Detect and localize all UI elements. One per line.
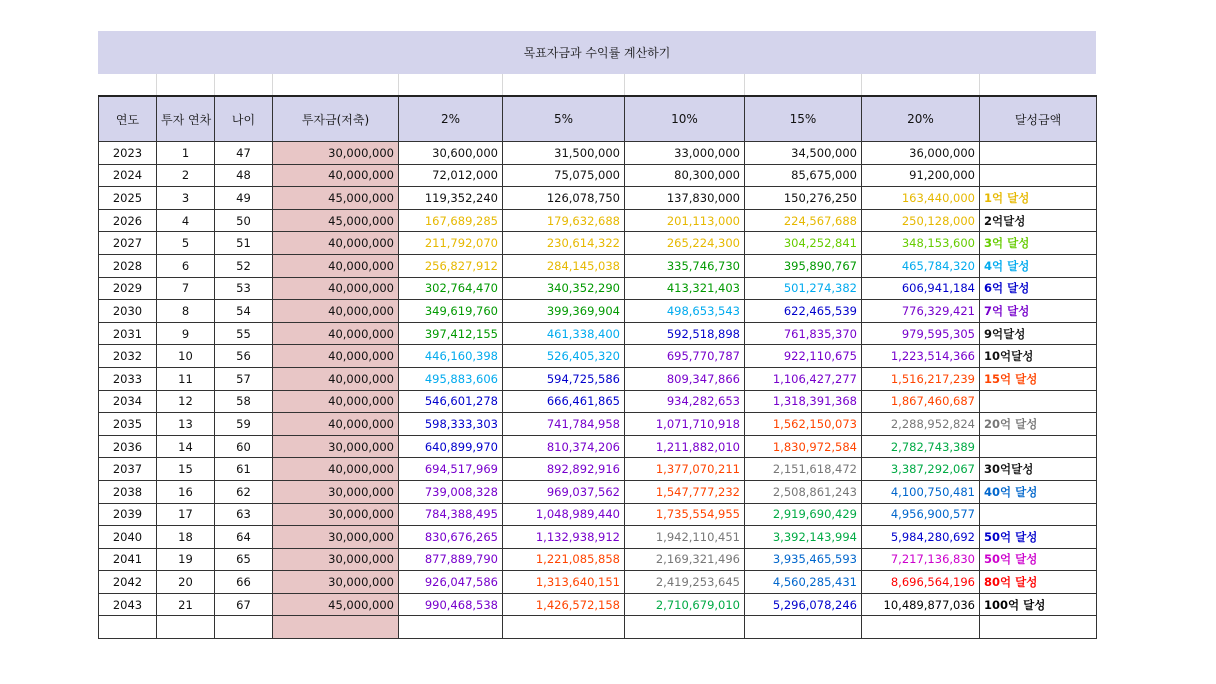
cell-investment[interactable]: 40,000,000 — [273, 390, 399, 413]
cell-age[interactable]: 61 — [215, 458, 273, 481]
cell-year[interactable]: 2025 — [99, 187, 157, 210]
cell-rate-15[interactable]: 224,567,688 — [745, 209, 862, 232]
cell-achievement[interactable]: 9억달성 — [980, 322, 1097, 345]
cell-year[interactable]: 2031 — [99, 322, 157, 345]
cell-year[interactable]: 2038 — [99, 480, 157, 503]
cell-rate-10[interactable]: 2,419,253,645 — [625, 571, 745, 594]
cell-rate-20[interactable]: 163,440,000 — [862, 187, 980, 210]
cell-rate-10[interactable]: 265,224,300 — [625, 232, 745, 255]
header-age: 나이 — [215, 96, 273, 142]
cell-achievement[interactable]: 15억 달성 — [980, 367, 1097, 390]
cell-age[interactable]: 56 — [215, 345, 273, 368]
cell-rate-5[interactable]: 594,725,586 — [503, 367, 625, 390]
cell-rate-15[interactable]: 395,890,767 — [745, 254, 862, 277]
cell-rate-20[interactable]: 10,489,877,036 — [862, 593, 980, 616]
table-row — [99, 503, 1097, 526]
cell-rate-10[interactable]: 1,942,110,451 — [625, 526, 745, 549]
cell-achievement[interactable]: 50억 달성 — [980, 526, 1097, 549]
cell-year[interactable]: 2041 — [99, 548, 157, 571]
cell-achievement[interactable]: 20억 달성 — [980, 413, 1097, 436]
table-row — [99, 164, 1097, 187]
empty-cell[interactable] — [99, 616, 157, 639]
cell-rate-5[interactable]: 969,037,562 — [503, 480, 625, 503]
cell-investment[interactable]: 40,000,000 — [273, 345, 399, 368]
header-invest-year: 투자 연차 — [157, 96, 215, 142]
cell-age[interactable]: 65 — [215, 548, 273, 571]
cell-year[interactable]: 2023 — [99, 142, 157, 165]
cell-age[interactable]: 64 — [215, 526, 273, 549]
cell-investment[interactable]: 30,000,000 — [273, 571, 399, 594]
cell-achievement[interactable]: 2억달성 — [980, 209, 1097, 232]
cell-rate-15[interactable]: 5,296,078,246 — [745, 593, 862, 616]
cell-rate-5[interactable]: 892,892,916 — [503, 458, 625, 481]
cell-achievement[interactable] — [980, 503, 1097, 526]
cell-rate-20[interactable]: 4,100,750,481 — [862, 480, 980, 503]
cell-rate-10[interactable]: 33,000,000 — [625, 142, 745, 165]
sheet-title: 목표자금과 수익률 계산하기 — [98, 31, 1096, 74]
cell-investment[interactable]: 30,000,000 — [273, 548, 399, 571]
cell-year[interactable]: 2026 — [99, 209, 157, 232]
cell-rate-2[interactable]: 640,899,970 — [399, 435, 503, 458]
cell-rate-10[interactable]: 413,321,403 — [625, 277, 745, 300]
cell-rate-10[interactable]: 592,518,898 — [625, 322, 745, 345]
cell-rate-20[interactable]: 5,984,280,692 — [862, 526, 980, 549]
cell-rate-20[interactable]: 2,288,952,824 — [862, 413, 980, 436]
cell-rate-10[interactable]: 2,169,321,496 — [625, 548, 745, 571]
cell-invest-year[interactable]: 12 — [157, 390, 215, 413]
cell-achievement[interactable] — [980, 435, 1097, 458]
spreadsheet — [98, 31, 1096, 639]
table-row — [99, 209, 1097, 232]
cell-year[interactable]: 2034 — [99, 390, 157, 413]
cell-rate-10[interactable]: 137,830,000 — [625, 187, 745, 210]
cell-rate-10[interactable]: 80,300,000 — [625, 164, 745, 187]
cell-year[interactable]: 2042 — [99, 571, 157, 594]
cell-invest-year[interactable]: 16 — [157, 480, 215, 503]
cell-rate-15[interactable]: 501,274,382 — [745, 277, 862, 300]
empty-cell[interactable] — [980, 616, 1097, 639]
cell-investment[interactable]: 30,000,000 — [273, 503, 399, 526]
cell-achievement[interactable]: 50억 달성 — [980, 548, 1097, 571]
cell-age[interactable]: 52 — [215, 254, 273, 277]
cell-year[interactable]: 2033 — [99, 367, 157, 390]
cell-achievement[interactable] — [980, 164, 1097, 187]
table-row — [99, 480, 1097, 503]
cell-investment[interactable]: 30,000,000 — [273, 480, 399, 503]
cell-invest-year[interactable]: 9 — [157, 322, 215, 345]
cell-rate-10[interactable]: 809,347,866 — [625, 367, 745, 390]
cell-rate-5[interactable]: 126,078,750 — [503, 187, 625, 210]
cell-rate-20[interactable]: 36,000,000 — [862, 142, 980, 165]
cell-rate-2[interactable]: 739,008,328 — [399, 480, 503, 503]
cell-achievement[interactable]: 30억달성 — [980, 458, 1097, 481]
cell-age[interactable]: 60 — [215, 435, 273, 458]
cell-invest-year[interactable]: 4 — [157, 209, 215, 232]
cell-rate-5[interactable]: 1,426,572,158 — [503, 593, 625, 616]
cell-rate-20[interactable]: 1,516,217,239 — [862, 367, 980, 390]
header-rate-2: 2% — [399, 96, 503, 142]
cell-rate-20[interactable]: 979,595,305 — [862, 322, 980, 345]
cell-rate-2[interactable]: 830,676,265 — [399, 526, 503, 549]
cell-rate-20[interactable]: 4,956,900,577 — [862, 503, 980, 526]
cell-rate-2[interactable]: 784,388,495 — [399, 503, 503, 526]
cell-rate-20[interactable]: 1,223,514,366 — [862, 345, 980, 368]
cell-year[interactable]: 2037 — [99, 458, 157, 481]
table-row — [99, 548, 1097, 571]
table-row — [99, 526, 1097, 549]
cell-rate-15[interactable]: 150,276,250 — [745, 187, 862, 210]
cell-rate-2[interactable]: 119,352,240 — [399, 187, 503, 210]
cell-rate-10[interactable]: 201,113,000 — [625, 209, 745, 232]
cell-rate-20[interactable]: 8,696,564,196 — [862, 571, 980, 594]
cell-achievement[interactable]: 80억 달성 — [980, 571, 1097, 594]
empty-cell[interactable] — [157, 616, 215, 639]
cell-age[interactable]: 47 — [215, 142, 273, 165]
cell-age[interactable]: 49 — [215, 187, 273, 210]
cell-rate-15[interactable]: 2,508,861,243 — [745, 480, 862, 503]
cell-invest-year[interactable]: 11 — [157, 367, 215, 390]
header-rate-5: 5% — [503, 96, 625, 142]
cell-rate-5[interactable]: 340,352,290 — [503, 277, 625, 300]
table-row — [99, 322, 1097, 345]
cell-invest-year[interactable]: 6 — [157, 254, 215, 277]
header-year: 연도 — [99, 96, 157, 142]
cell-achievement[interactable]: 100억 달성 — [980, 593, 1097, 616]
cell-rate-10[interactable]: 1,735,554,955 — [625, 503, 745, 526]
cell-rate-5[interactable]: 1,132,938,912 — [503, 526, 625, 549]
cell-rate-15[interactable]: 1,562,150,073 — [745, 413, 862, 436]
cell-age[interactable]: 51 — [215, 232, 273, 255]
cell-rate-2[interactable]: 397,412,155 — [399, 322, 503, 345]
cell-invest-year[interactable]: 14 — [157, 435, 215, 458]
cell-rate-20[interactable]: 776,329,421 — [862, 300, 980, 323]
cell-year[interactable]: 2024 — [99, 164, 157, 187]
cell-invest-year[interactable]: 3 — [157, 187, 215, 210]
cell-age[interactable]: 66 — [215, 571, 273, 594]
cell-investment[interactable]: 30,000,000 — [273, 435, 399, 458]
header-achievement: 달성금액 — [980, 96, 1097, 142]
table-row — [99, 300, 1097, 323]
cell-investment[interactable]: 30,000,000 — [273, 526, 399, 549]
cell-rate-10[interactable]: 335,746,730 — [625, 254, 745, 277]
cell-investment[interactable]: 40,000,000 — [273, 458, 399, 481]
cell-age[interactable]: 67 — [215, 593, 273, 616]
cell-rate-2[interactable]: 167,689,285 — [399, 209, 503, 232]
cell-age[interactable]: 57 — [215, 367, 273, 390]
cell-year[interactable]: 2028 — [99, 254, 157, 277]
cell-achievement[interactable] — [980, 390, 1097, 413]
cell-investment[interactable]: 40,000,000 — [273, 232, 399, 255]
cell-rate-2[interactable]: 446,160,398 — [399, 345, 503, 368]
empty-cell[interactable] — [399, 616, 503, 639]
table-row — [99, 277, 1097, 300]
cell-rate-15[interactable]: 2,919,690,429 — [745, 503, 862, 526]
cell-year[interactable]: 2039 — [99, 503, 157, 526]
table-row — [99, 142, 1097, 165]
cell-rate-5[interactable]: 31,500,000 — [503, 142, 625, 165]
cell-rate-15[interactable]: 85,675,000 — [745, 164, 862, 187]
cell-invest-year[interactable]: 20 — [157, 571, 215, 594]
cell-rate-2[interactable]: 302,764,470 — [399, 277, 503, 300]
cell-investment[interactable]: 45,000,000 — [273, 187, 399, 210]
header-row — [99, 96, 1097, 142]
cell-rate-20[interactable]: 606,941,184 — [862, 277, 980, 300]
cell-rate-2[interactable]: 30,600,000 — [399, 142, 503, 165]
cell-rate-2[interactable]: 72,012,000 — [399, 164, 503, 187]
cell-invest-year[interactable]: 17 — [157, 503, 215, 526]
cell-age[interactable]: 62 — [215, 480, 273, 503]
empty-cell[interactable] — [625, 616, 745, 639]
empty-cell[interactable] — [503, 616, 625, 639]
cell-age[interactable]: 63 — [215, 503, 273, 526]
cell-achievement[interactable]: 40억 달성 — [980, 480, 1097, 503]
cell-rate-2[interactable]: 990,468,538 — [399, 593, 503, 616]
cell-rate-10[interactable]: 934,282,653 — [625, 390, 745, 413]
cell-year[interactable]: 2040 — [99, 526, 157, 549]
cell-year[interactable]: 2035 — [99, 413, 157, 436]
header-rate-15: 15% — [745, 96, 862, 142]
cell-age[interactable]: 58 — [215, 390, 273, 413]
cell-rate-2[interactable]: 349,619,760 — [399, 300, 503, 323]
cell-rate-2[interactable]: 256,827,912 — [399, 254, 503, 277]
cell-rate-15[interactable]: 1,318,391,368 — [745, 390, 862, 413]
table-row — [99, 458, 1097, 481]
cell-rate-2[interactable]: 211,792,070 — [399, 232, 503, 255]
cell-rate-5[interactable]: 1,221,085,858 — [503, 548, 625, 571]
cell-rate-5[interactable]: 75,075,000 — [503, 164, 625, 187]
cell-year[interactable]: 2030 — [99, 300, 157, 323]
table-row — [99, 413, 1097, 436]
table-row — [99, 232, 1097, 255]
cell-invest-year[interactable]: 2 — [157, 164, 215, 187]
cell-achievement[interactable] — [980, 142, 1097, 165]
cell-rate-5[interactable]: 526,405,320 — [503, 345, 625, 368]
cell-age[interactable]: 54 — [215, 300, 273, 323]
cell-invest-year[interactable]: 18 — [157, 526, 215, 549]
cell-rate-2[interactable]: 694,517,969 — [399, 458, 503, 481]
cell-invest-year[interactable]: 13 — [157, 413, 215, 436]
cell-invest-year[interactable]: 10 — [157, 345, 215, 368]
cell-invest-year[interactable]: 7 — [157, 277, 215, 300]
cell-investment[interactable]: 40,000,000 — [273, 413, 399, 436]
cell-rate-5[interactable]: 1,048,989,440 — [503, 503, 625, 526]
cell-rate-5[interactable]: 810,374,206 — [503, 435, 625, 458]
cell-rate-20[interactable]: 250,128,000 — [862, 209, 980, 232]
cell-rate-5[interactable]: 741,784,958 — [503, 413, 625, 436]
cell-invest-year[interactable]: 5 — [157, 232, 215, 255]
cell-rate-10[interactable]: 695,770,787 — [625, 345, 745, 368]
cell-rate-20[interactable]: 465,784,320 — [862, 254, 980, 277]
cell-achievement[interactable]: 3억 달성 — [980, 232, 1097, 255]
spacer-row — [99, 74, 1097, 96]
cell-rate-15[interactable]: 4,560,285,431 — [745, 571, 862, 594]
cell-rate-2[interactable]: 926,047,586 — [399, 571, 503, 594]
empty-cell[interactable] — [862, 616, 980, 639]
cell-achievement[interactable]: 1억 달성 — [980, 187, 1097, 210]
cell-year[interactable]: 2027 — [99, 232, 157, 255]
cell-investment[interactable]: 40,000,000 — [273, 300, 399, 323]
cell-age[interactable]: 48 — [215, 164, 273, 187]
cell-year[interactable]: 2029 — [99, 277, 157, 300]
cell-rate-5[interactable]: 284,145,038 — [503, 254, 625, 277]
cell-investment[interactable]: 30,000,000 — [273, 142, 399, 165]
cell-investment[interactable]: 45,000,000 — [273, 593, 399, 616]
cell-investment[interactable]: 45,000,000 — [273, 209, 399, 232]
cell-rate-15[interactable]: 761,835,370 — [745, 322, 862, 345]
cell-achievement[interactable]: 7억 달성 — [980, 300, 1097, 323]
cell-year[interactable]: 2036 — [99, 435, 157, 458]
cell-rate-2[interactable]: 877,889,790 — [399, 548, 503, 571]
table-row — [99, 390, 1097, 413]
cell-age[interactable]: 59 — [215, 413, 273, 436]
cell-rate-10[interactable]: 498,653,543 — [625, 300, 745, 323]
empty-cell[interactable] — [273, 616, 399, 639]
cell-rate-2[interactable]: 546,601,278 — [399, 390, 503, 413]
cell-age[interactable]: 55 — [215, 322, 273, 345]
table-row — [99, 435, 1097, 458]
cell-rate-20[interactable]: 1,867,460,687 — [862, 390, 980, 413]
cell-rate-15[interactable]: 622,465,539 — [745, 300, 862, 323]
cell-rate-20[interactable]: 7,217,136,830 — [862, 548, 980, 571]
table-row — [99, 345, 1097, 368]
empty-row — [99, 616, 1097, 639]
cell-year[interactable]: 2032 — [99, 345, 157, 368]
cell-rate-5[interactable]: 666,461,865 — [503, 390, 625, 413]
cell-year[interactable]: 2043 — [99, 593, 157, 616]
cell-rate-20[interactable]: 3,387,292,067 — [862, 458, 980, 481]
cell-rate-10[interactable]: 1,547,777,232 — [625, 480, 745, 503]
cell-rate-10[interactable]: 1,071,710,918 — [625, 413, 745, 436]
cell-rate-15[interactable]: 3,392,143,994 — [745, 526, 862, 549]
cell-achievement[interactable]: 10억달성 — [980, 345, 1097, 368]
empty-cell[interactable] — [745, 616, 862, 639]
empty-cell[interactable] — [215, 616, 273, 639]
cell-rate-5[interactable]: 179,632,688 — [503, 209, 625, 232]
table-row — [99, 367, 1097, 390]
cell-investment[interactable]: 40,000,000 — [273, 322, 399, 345]
cell-achievement[interactable]: 6억 달성 — [980, 277, 1097, 300]
cell-rate-5[interactable]: 1,313,640,151 — [503, 571, 625, 594]
cell-rate-20[interactable]: 2,782,743,389 — [862, 435, 980, 458]
cell-rate-20[interactable]: 348,153,600 — [862, 232, 980, 255]
cell-rate-10[interactable]: 1,377,070,211 — [625, 458, 745, 481]
cell-rate-2[interactable]: 495,883,606 — [399, 367, 503, 390]
cell-rate-15[interactable]: 1,106,427,277 — [745, 367, 862, 390]
cell-rate-5[interactable]: 399,369,904 — [503, 300, 625, 323]
cell-age[interactable]: 50 — [215, 209, 273, 232]
cell-invest-year[interactable]: 1 — [157, 142, 215, 165]
cell-rate-10[interactable]: 1,211,882,010 — [625, 435, 745, 458]
table-row — [99, 571, 1097, 594]
table-row — [99, 254, 1097, 277]
table-row — [99, 593, 1097, 616]
cell-rate-15[interactable]: 1,830,972,584 — [745, 435, 862, 458]
cell-rate-2[interactable]: 598,333,303 — [399, 413, 503, 436]
cell-investment[interactable]: 40,000,000 — [273, 254, 399, 277]
header-investment: 투자금(저축) — [273, 96, 399, 142]
cell-investment[interactable]: 40,000,000 — [273, 164, 399, 187]
cell-invest-year[interactable]: 8 — [157, 300, 215, 323]
cell-invest-year[interactable]: 21 — [157, 593, 215, 616]
cell-achievement[interactable]: 4억 달성 — [980, 254, 1097, 277]
cell-rate-15[interactable]: 2,151,618,472 — [745, 458, 862, 481]
cell-rate-5[interactable]: 230,614,322 — [503, 232, 625, 255]
cell-rate-5[interactable]: 461,338,400 — [503, 322, 625, 345]
cell-rate-20[interactable]: 91,200,000 — [862, 164, 980, 187]
header-rate-20: 20% — [862, 96, 980, 142]
cell-rate-15[interactable]: 34,500,000 — [745, 142, 862, 165]
table-row — [99, 187, 1097, 210]
cell-rate-15[interactable]: 3,935,465,593 — [745, 548, 862, 571]
cell-rate-15[interactable]: 922,110,675 — [745, 345, 862, 368]
cell-age[interactable]: 53 — [215, 277, 273, 300]
cell-investment[interactable]: 40,000,000 — [273, 277, 399, 300]
cell-investment[interactable]: 40,000,000 — [273, 367, 399, 390]
data-table — [98, 74, 1097, 639]
cell-rate-15[interactable]: 304,252,841 — [745, 232, 862, 255]
cell-invest-year[interactable]: 15 — [157, 458, 215, 481]
header-rate-10: 10% — [625, 96, 745, 142]
cell-rate-10[interactable]: 2,710,679,010 — [625, 593, 745, 616]
cell-invest-year[interactable]: 19 — [157, 548, 215, 571]
